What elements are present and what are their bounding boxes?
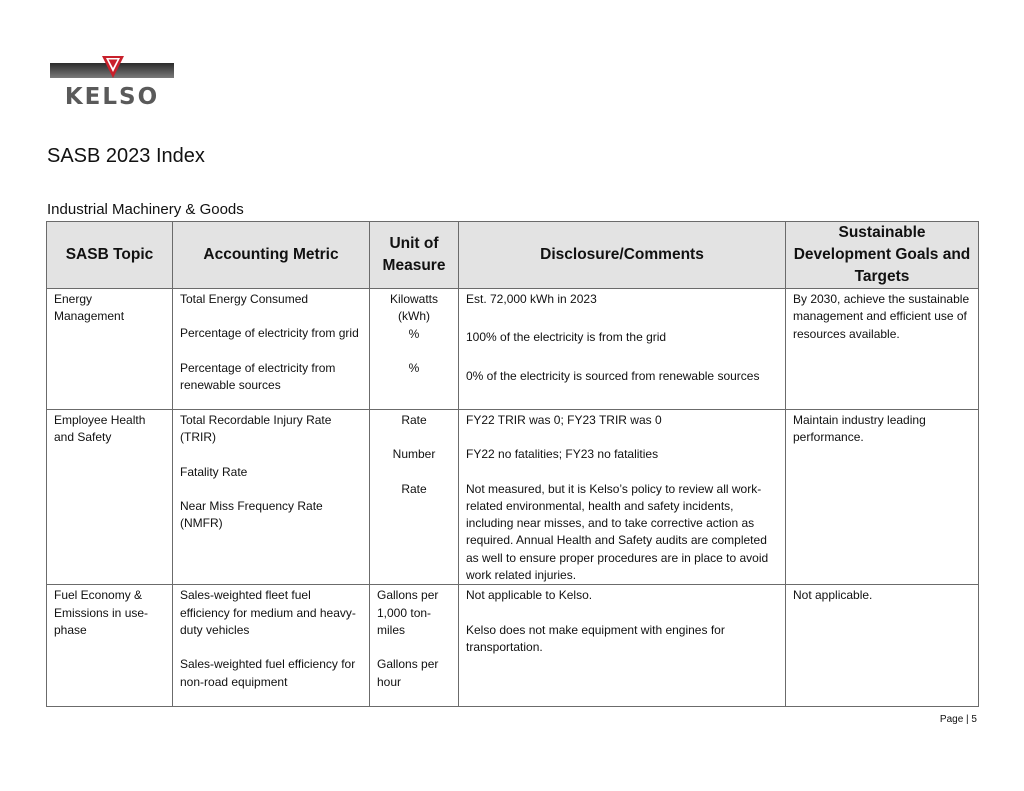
metric-text: Total Recordable Injury Rate (TRIR) (180, 413, 332, 445)
table-row (47, 585, 979, 707)
disclosure-cell (459, 585, 786, 707)
metric-text: Near Miss Frequency Rate (NMFR) (180, 498, 323, 531)
goals-text: Maintain industry leading performance. (793, 413, 926, 445)
unit-text: Rate (401, 413, 427, 427)
topic-cell (47, 410, 173, 585)
unit-text: Gallons per 1,000 ton-miles (377, 588, 439, 637)
document-title: SASB 2023 Index (47, 145, 205, 167)
disclosure-text: 100% of the electricity is from the grid (466, 330, 667, 345)
metric-cell (173, 410, 370, 585)
section-subtitle: Industrial Machinery & Goods (47, 201, 244, 218)
header-unit-of-measure: Unit of Measure (370, 222, 459, 289)
disclosure-text: 0% of the electricity is sourced from renewable sources (466, 368, 760, 383)
metric-text: Sales-weighted fuel efficiency for non-road equipment (180, 657, 356, 689)
header-disclosure-comments: Disclosure/Comments (459, 222, 786, 289)
unit-text: Number (392, 447, 436, 462)
metric-cell (173, 585, 370, 707)
table-row (47, 289, 979, 410)
unit-text: Rate (401, 481, 427, 496)
table-header-row (47, 222, 979, 289)
header-sasb-topic: SASB Topic (47, 222, 173, 289)
topic-text: Fuel Economy & Emissions in use-phase (54, 588, 149, 637)
logo-wordmark: KELSO (64, 84, 160, 108)
sasb-index-table (46, 221, 979, 707)
disclosure-text: Est. 72,000 kWh in 2023 (466, 292, 597, 306)
metric-cell (173, 289, 370, 410)
disclosure-text: FY22 no fatalities; FY23 no fatalities (466, 447, 659, 462)
unit-text: % (408, 360, 420, 375)
metric-text: Percentage of electricity from renewable sources (180, 360, 336, 392)
disclosure-text: FY22 TRIR was 0; FY23 TRIR was 0 (466, 413, 662, 427)
disclosure-cell (459, 289, 786, 410)
goals-cell (786, 585, 979, 707)
unit-cell (370, 289, 459, 410)
unit-text: Kilowatts (kWh) (389, 292, 439, 324)
header-accounting-metric: Accounting Metric (173, 222, 370, 289)
goals-cell (786, 410, 979, 585)
kelso-logo (50, 56, 176, 108)
unit-text: % (408, 326, 420, 341)
metric-text: Sales-weighted fleet fuel efficiency for medium and heavy-duty vehicles (180, 588, 356, 637)
topic-cell (47, 585, 173, 707)
page-number: Page | 5 (939, 714, 977, 725)
disclosure-text: Not measured, but it is Kelso’s policy to review all work-related environmental, health and safety incidents, including near misses, and to take corrective action as required. Annual Health and Safety audits are completed as well to ensure proper procedures are in place to avoid work related injuries. (466, 481, 769, 583)
topic-cell (47, 289, 173, 410)
metric-text: Fatality Rate (180, 464, 248, 479)
table-row (47, 410, 979, 585)
goals-text: By 2030, achieve the sustainable management and efficient use of resources available. (793, 292, 970, 341)
disclosure-cell (459, 410, 786, 585)
unit-text: Gallons per hour (377, 657, 439, 689)
metric-text: Total Energy Consumed (180, 292, 309, 306)
topic-text: Employee Health and Safety (54, 413, 146, 445)
unit-cell (370, 410, 459, 585)
goals-cell (786, 289, 979, 410)
disclosure-text: Kelso does not make equipment with engines for transportation. (466, 622, 725, 654)
unit-cell (370, 585, 459, 707)
metric-text: Percentage of electricity from grid (180, 326, 359, 341)
disclosure-text: Not applicable to Kelso. (466, 588, 593, 603)
topic-text: Energy Management (54, 292, 125, 324)
header-sdg-targets: Sustainable Development Goals and Targets (786, 222, 979, 289)
goals-text: Not applicable. (793, 588, 873, 603)
